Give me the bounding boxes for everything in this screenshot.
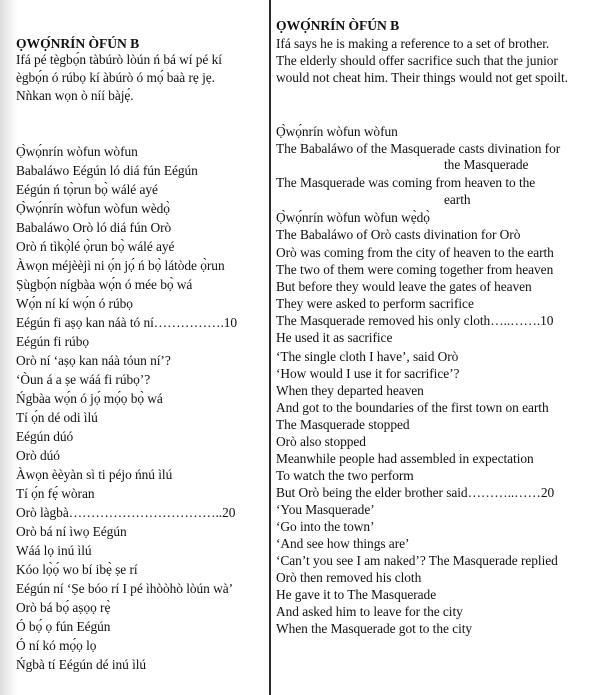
english-verse-line: The Masquerade was coming from heaven to the xyxy=(276,175,536,190)
english-intro-line: Ifá says he is making a reference to a set of brother. xyxy=(276,36,550,51)
english-verse-line: He used it as sacrifice xyxy=(276,330,393,345)
yoruba-verse-line: Ó ní kó mọ́ọ lọ xyxy=(16,638,97,653)
yoruba-verse-line: Orò bá bọ́ aṣọọ rẹ̀ xyxy=(16,600,111,615)
english-title: ỌWỌ́NRÍN ÒFÚN B xyxy=(276,18,400,33)
english-verse-line: They were asked to perform sacrifice xyxy=(276,296,474,311)
column-divider xyxy=(269,0,271,695)
yoruba-verse-line: Àwọn èèyàn sì ti péjo ńnú ìlú xyxy=(16,467,173,482)
english-verse-line: The two of them were coming together from heaven xyxy=(276,262,554,277)
english-verse-line: ‘How would I use it for sacrifice’? xyxy=(276,366,460,381)
yoruba-title: ỌWỌ́NRÍN ÒFÚN B xyxy=(16,36,140,51)
english-verse-line: The Masquerade stopped xyxy=(276,417,410,432)
english-verse-line: He gave it to The Masquerade xyxy=(276,587,437,602)
english-verse-line: Meanwhile people had assembled in expectation xyxy=(276,451,534,466)
english-verse-line: ‘The single cloth I have’, said Orò xyxy=(276,349,459,364)
yoruba-intro-line: ègbọ́n ó rúbọ kí àbúrò ó mọ́ baà rẹ jẹ. xyxy=(16,70,215,85)
english-verse-line: ‘Can’t you see I am naked’? The Masquerade replied xyxy=(276,553,558,568)
english-verse-line: Orò was coming from the city of heaven to the earth xyxy=(276,245,554,260)
english-verse-line: Orò then removed his cloth xyxy=(276,570,422,585)
yoruba-verse-line: ‘Òun á a ṣe wáá fi rúbọ’? xyxy=(16,372,151,387)
yoruba-verse-line: Wọ́n ní kí wọ́n ó rúbọ xyxy=(16,296,133,311)
yoruba-verse-line: Ó bọ́ ọ fún Eégún xyxy=(16,619,111,634)
english-verse-line: Orò also stopped xyxy=(276,434,366,449)
english-verse-line: But before they would leave the gates of heaven xyxy=(276,279,532,294)
yoruba-verse-line: Tí ọ́n dé odi ìlú xyxy=(16,410,98,425)
english-intro-line: The elderly should offer sacrifice such that the junior xyxy=(276,53,558,68)
english-verse-line: The Masquerade removed his only cloth…..…….10 xyxy=(276,313,554,328)
yoruba-verse-line: Eégún ń tọ̀run bọ̀ wálé ayé xyxy=(16,182,158,197)
english-verse-line: The Babaláwo of Orò casts divination for Orò xyxy=(276,227,521,242)
yoruba-verse-line: Ńgbà tí Eégún dé inú ìlú xyxy=(16,657,147,672)
yoruba-intro-line: Nǹkan wọn ò níí bàjẹ́. xyxy=(16,88,134,103)
yoruba-verse-line: Babaláwo Eégún ló diá fún Eégún xyxy=(16,163,198,178)
yoruba-verse-line: Babaláwo Orò ló diá fún Orò xyxy=(16,220,172,235)
yoruba-verse-line: Kóo lọ̀ọ́ wo bí ibẹ̀ ṣe rí xyxy=(16,562,138,577)
yoruba-verse-line: Ọ̀wọ́nrín wòfun wòfun wèdọ̀ xyxy=(16,201,170,216)
yoruba-verse-line: Orò bá ní ìwọ Eégún xyxy=(16,524,127,539)
yoruba-verse-line: Ọ̀wọ́nrín wòfun wòfun xyxy=(16,144,138,159)
english-verse-line: Ọ̀wọ́nrín wòfun wòfun wẹ̀dọ̀ xyxy=(276,210,430,225)
english-verse-continuation: earth xyxy=(444,192,471,207)
english-verse-line: When they departed heaven xyxy=(276,383,424,398)
english-verse-line: When the Masquerade got to the city xyxy=(276,621,473,636)
english-verse-line: ‘And see how things are’ xyxy=(276,536,410,551)
yoruba-verse-line: Eégún dúó xyxy=(16,429,74,444)
yoruba-verse-line: Wáá lọ inú ìlú xyxy=(16,543,92,558)
yoruba-verse-line: Orò ní ‘aṣọ kan náà tóun ní’? xyxy=(16,353,171,368)
english-verse-line: And asked him to leave for the city xyxy=(276,604,463,619)
yoruba-verse-line: Tí ọ́n fẹ́ wòran xyxy=(16,486,95,501)
english-verse-continuation: the Masquerade xyxy=(444,157,529,172)
yoruba-verse-line: Orò làgbà……………………………..20 xyxy=(16,505,236,520)
english-verse-line: Ọ̀wọ́nrín wòfun wòfun xyxy=(276,124,398,139)
yoruba-verse-line: Orò dúó xyxy=(16,448,60,463)
english-verse-line: ‘Go into the town’ xyxy=(276,519,375,534)
yoruba-verse-line: Orò ń tìkọ̀lé ọ̀run bọ̀ wálé ayé xyxy=(16,239,175,254)
yoruba-intro-line: Ifá pé tègbọ́n tàbúrò lòún ń bá wí pé kí xyxy=(16,52,222,67)
yoruba-verse-line: Àwọn méjèèjì ni ọ́n jọ́ ń bọ̀ látòde ọ̀run xyxy=(16,258,225,273)
english-intro-line: would not cheat him. Their things would not get spoilt. xyxy=(276,70,568,85)
english-verse-line: To watch the two perform xyxy=(276,468,414,483)
english-verse-line: But Orò being the elder brother said………..……20 xyxy=(276,485,555,500)
english-verse-line: The Babaláwo of the Masquerade casts divination for xyxy=(276,141,561,156)
yoruba-verse-line: Ṣùgbọ́n nígbàa wọ́n ó mée bọ̀ wá xyxy=(16,277,193,292)
yoruba-verse-line: Eégún ní ‘Ṣe bóo rí I pé ìhòòhò lòún wà’ xyxy=(16,581,234,596)
yoruba-verse-line: Ńgbàa wọ́n ó jọ́ mọ́ọ bọ̀ wá xyxy=(16,391,163,406)
yoruba-verse-line: Eégún fi rúbọ xyxy=(16,334,89,349)
english-verse-line: And got to the boundaries of the first town on earth xyxy=(276,400,549,415)
yoruba-verse-line: Eégún fi aṣọ kan náà tó ní…………….10 xyxy=(16,315,238,330)
english-verse-line: ‘You Masquerade’ xyxy=(276,502,375,517)
